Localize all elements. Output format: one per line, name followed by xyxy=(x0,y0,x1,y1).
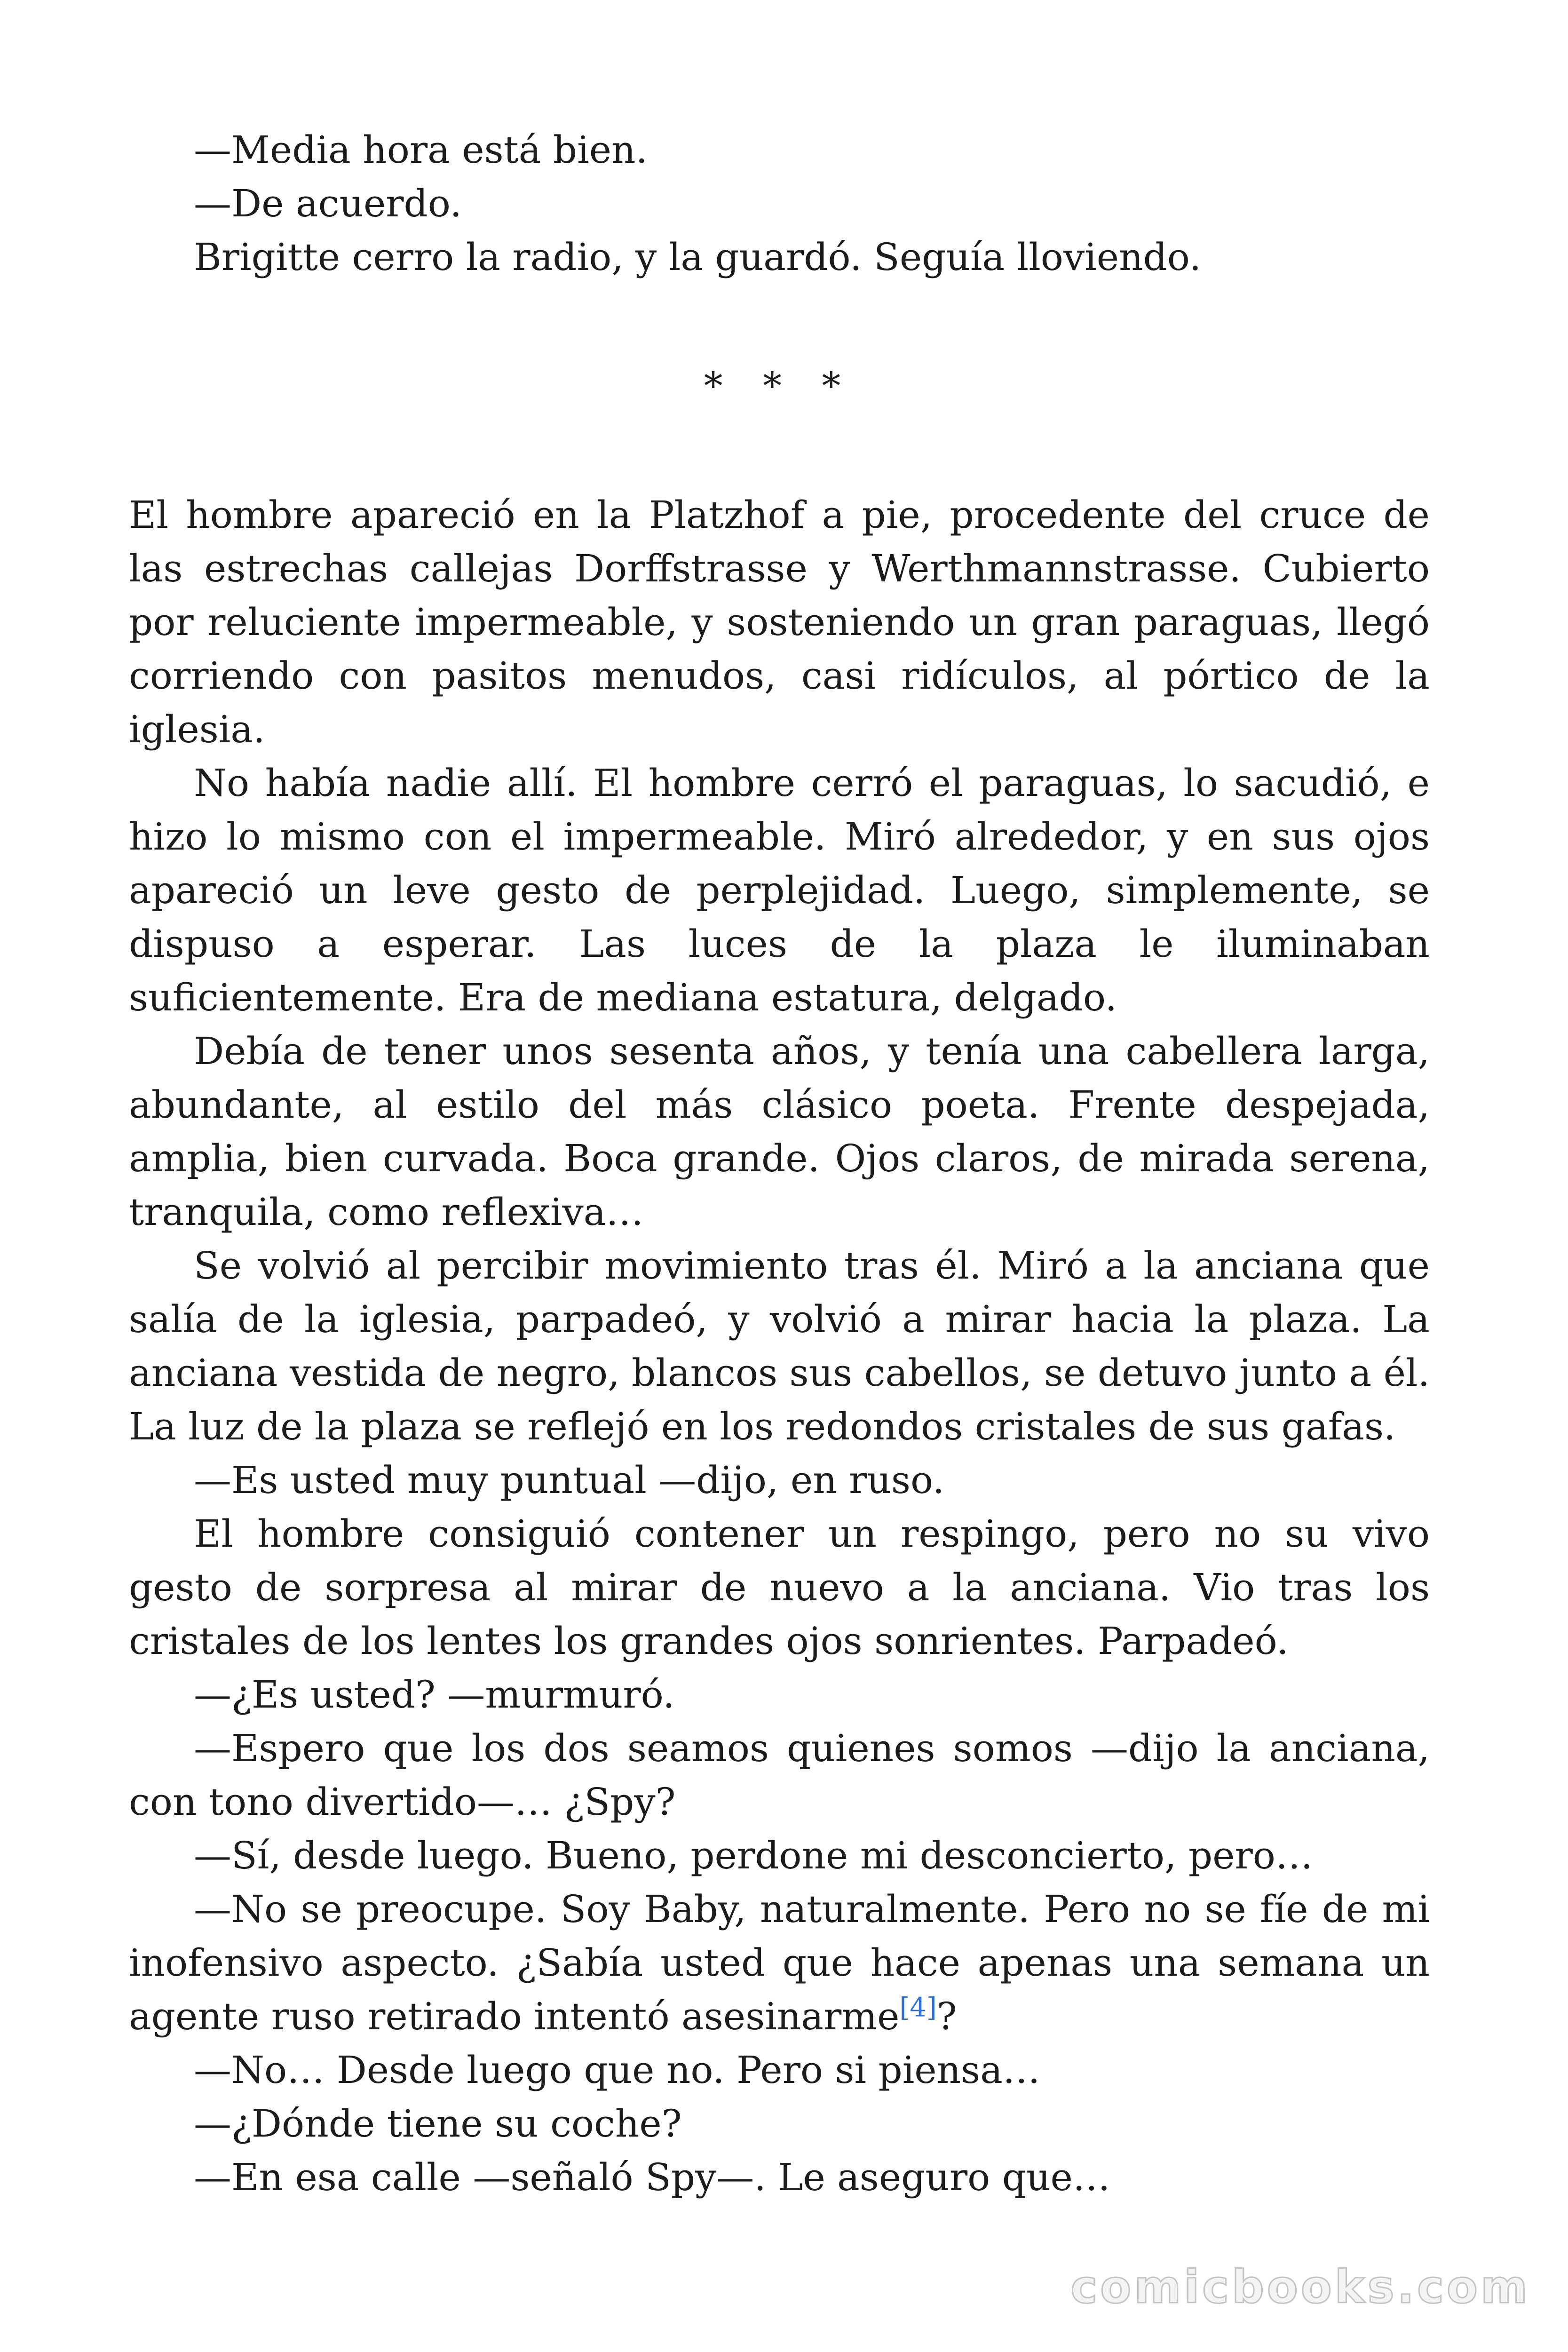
paragraph: —Media hora está bien. xyxy=(194,128,648,172)
paragraph: —En esa calle —señaló Spy—. Le aseguro que… xyxy=(194,2155,1110,2199)
paragraph: —Espero que los dos seamos quienes somos —dijo la anciana, con tono divertido—… ¿Spy? xyxy=(129,1726,1430,1824)
paragraph: —No… Desde luego que no. Pero si piensa… xyxy=(194,2048,1040,2092)
paragraph-text: —No se preocupe. Soy Baby, naturalmente. Pero no se fíe de mi inofensivo aspecto. ¿Sabía usted que hace apenas una semana un agente ruso retirado intentó asesinarme xyxy=(129,1887,1430,2038)
paragraph: El hombre consiguió contener un respingo, pero no su vivo gesto de sorpresa al mirar de nuevo a la anciana. Vio tras los cristales de los lentes los grandes ojos sonrientes. Parpadeó. xyxy=(129,1512,1430,1663)
book-page xyxy=(129,123,1430,2204)
paragraph: —Es usted muy puntual —dijo, en ruso. xyxy=(194,1458,945,1502)
paragraph: —¿Es usted? —murmuró. xyxy=(194,1673,675,1716)
paragraph: —¿Dónde tiene su coche? xyxy=(194,2102,682,2145)
paragraph: Brigitte cerro la radio, y la guardó. Seguía lloviendo. xyxy=(194,235,1201,279)
paragraph: No había nadie allí. El hombre cerró el paraguas, lo sacudió, e hizo lo mismo con el impermeable. Miró alrededor, y en sus ojos apareció un leve gesto de perplejidad. Luego, simplemente, se dispuso a esperar. Las luces de la plaza le iluminaban suficientemente. Era de mediana estatura, delgado. xyxy=(129,761,1430,1019)
scene-break: * * * xyxy=(704,364,855,408)
footnote-link[interactable]: [4] xyxy=(899,1992,937,2023)
watermark: comicbooks.com xyxy=(1070,2261,1530,2313)
paragraph-with-footnote xyxy=(129,1883,1430,2043)
paragraph: Se volvió al percibir movimiento tras él. Miró a la anciana que salía de la iglesia, parpadeó, y volvió a mirar hacia la plaza. La anciana vestida de negro, blancos sus cabellos, se detuvo junto a él. La luz de la plaza se reflejó en los redondos cristales de sus gafas. xyxy=(129,1244,1430,1448)
paragraph: El hombre apareció en la Platzhof a pie, procedente del cruce de las estrechas callejas Dorffstrasse y Werthmannstrasse. Cubierto por reluciente impermeable, y sosteniendo un gran paraguas, llegó corriendo con pasitos menudos, casi ridículos, al pórtico de la iglesia. xyxy=(129,493,1430,751)
paragraph: Debía de tener unos sesenta años, y tenía una cabellera larga, abundante, al estilo del más clásico poeta. Frente despejada, amplia, bien curvada. Boca grande. Ojos claros, de mirada serena, tranquila, como reflexiva… xyxy=(129,1029,1430,1234)
paragraph: —Sí, desde luego. Bueno, perdone mi desconcierto, pero… xyxy=(194,1834,1313,1877)
paragraph-text-end: ? xyxy=(936,1994,957,2038)
paragraph: —De acuerdo. xyxy=(194,182,462,225)
